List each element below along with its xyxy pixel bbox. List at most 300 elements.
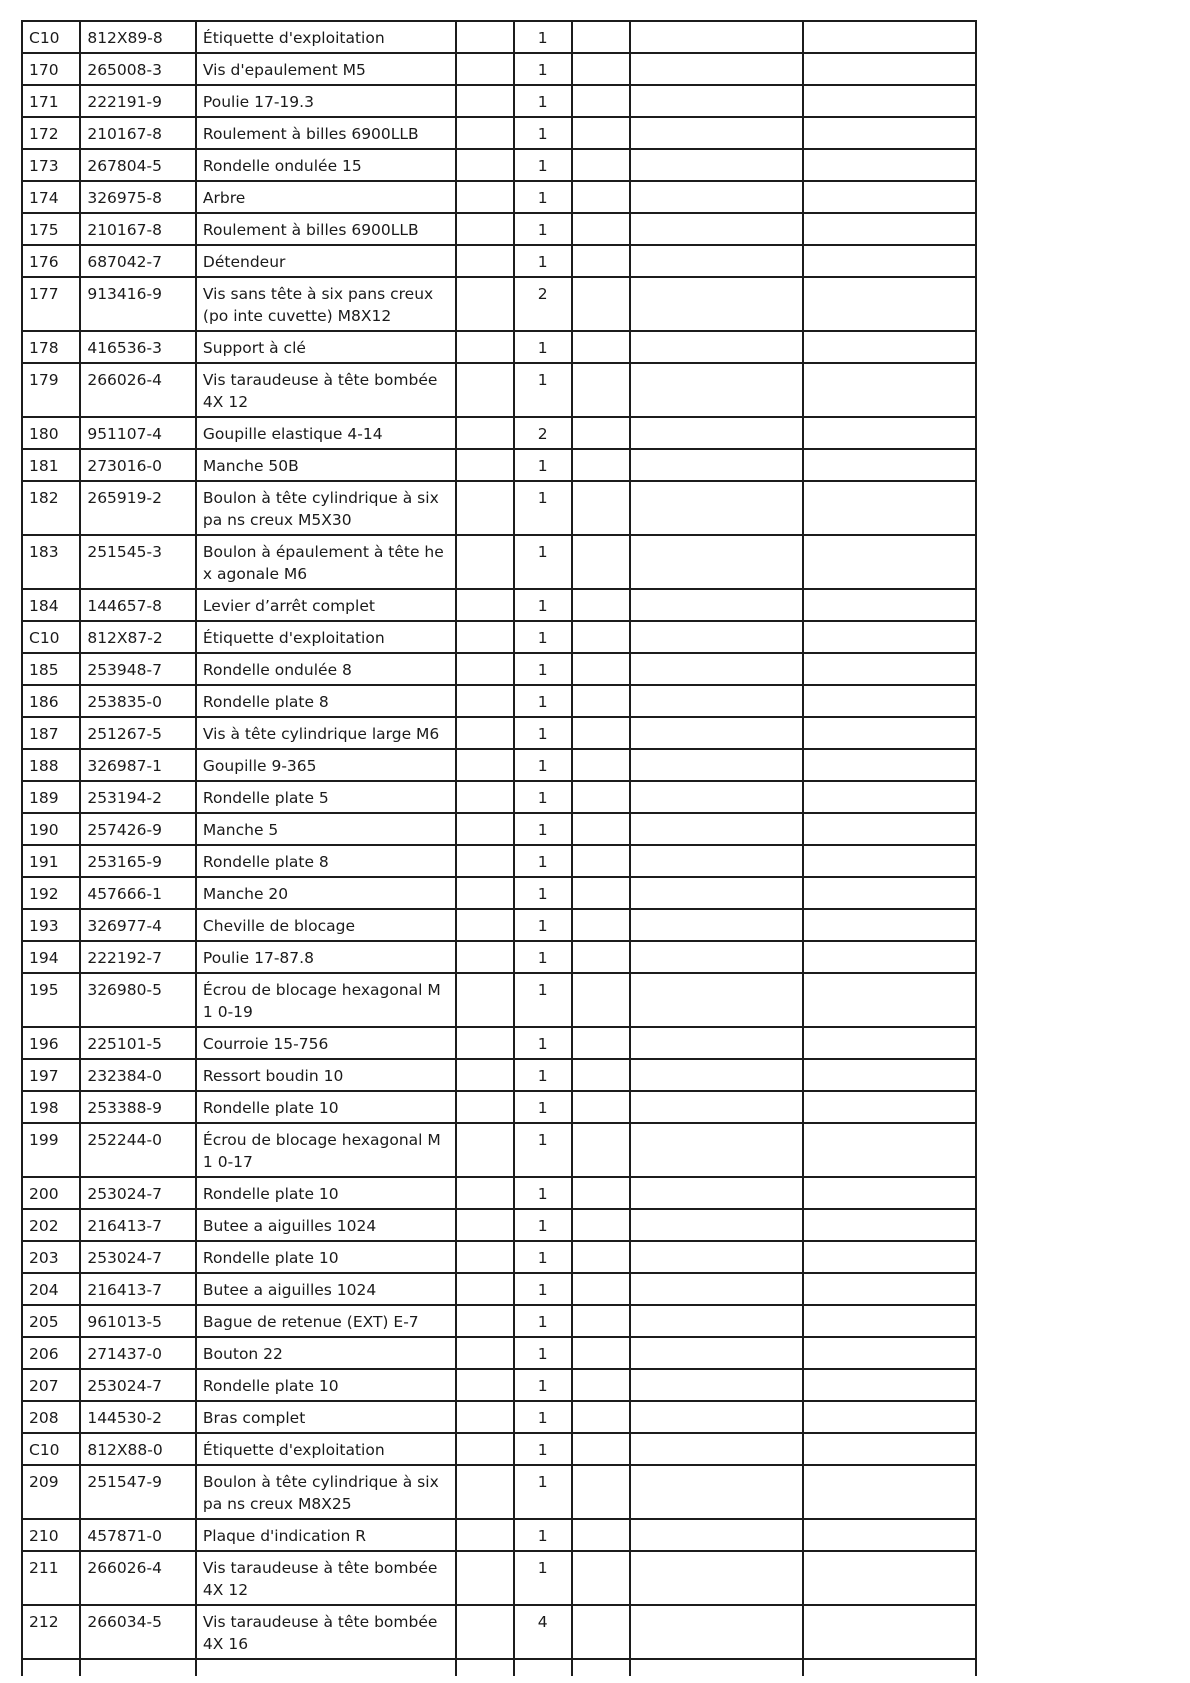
empty-cell [572, 621, 630, 653]
description-text: Étiquette d'exploitation [202, 29, 385, 47]
empty-cell [572, 1123, 630, 1177]
quantity-text: 1 [537, 1249, 548, 1267]
ref-no-text: 212 [29, 1613, 59, 1631]
quantity-text: 1 [537, 853, 548, 871]
part-no-text: 257426-9 [87, 821, 162, 839]
empty-cell [630, 1209, 803, 1241]
description-cell [196, 877, 456, 909]
empty-cell [803, 749, 976, 781]
empty-cell [803, 717, 976, 749]
description-text: Poulie 17-87.8 [202, 949, 314, 967]
part-no-text: 812X88-0 [87, 1441, 163, 1459]
part-no-text: 326975-8 [87, 189, 162, 207]
quantity-cell [514, 1059, 572, 1091]
empty-cell [572, 781, 630, 813]
description-text: Détendeur [202, 253, 286, 271]
part-no-text: 253165-9 [87, 853, 162, 871]
table-row [22, 213, 976, 245]
quantity-cell [514, 589, 572, 621]
quantity-text: 1 [537, 661, 548, 679]
empty-cell [803, 363, 976, 417]
table-row [22, 845, 976, 877]
empty-cell [630, 909, 803, 941]
part-no-text: 210167-8 [87, 125, 162, 143]
ref-no-cell [22, 213, 80, 245]
ref-no-cell [22, 85, 80, 117]
ref-no-cell [22, 781, 80, 813]
description-text: Vis taraudeuse à tête bombée 4X 16 [202, 1613, 438, 1653]
quantity-text: 1 [537, 489, 548, 507]
quantity-cell [514, 181, 572, 213]
part-no-cell [80, 1369, 196, 1401]
quantity-text: 1 [537, 543, 548, 561]
ref-no-text: 210 [29, 1527, 59, 1545]
part-no-cell [80, 481, 196, 535]
empty-cell [456, 845, 513, 877]
ref-no-text: 203 [29, 1249, 59, 1267]
quantity-text: 1 [537, 917, 548, 935]
empty-cell [803, 1401, 976, 1433]
part-no-text: 253835-0 [87, 693, 162, 711]
quantity-cell [514, 535, 572, 589]
empty-cell [456, 653, 513, 685]
table-row [22, 1027, 976, 1059]
quantity-text: 4 [537, 1613, 548, 1631]
empty-cell [456, 1027, 513, 1059]
part-no-cell [80, 535, 196, 589]
part-no-text: 265008-3 [87, 61, 162, 79]
part-no-cell [80, 1123, 196, 1177]
part-no-cell [80, 85, 196, 117]
ref-no-cell [22, 1177, 80, 1209]
ref-no-text: 199 [29, 1131, 59, 1149]
description-cell [196, 1369, 456, 1401]
part-no-text: 253388-9 [87, 1099, 162, 1117]
empty-cell [803, 973, 976, 1027]
empty-cell [572, 1027, 630, 1059]
part-no-text: 253024-7 [87, 1185, 162, 1203]
table-row [22, 717, 976, 749]
description-text: Ressort boudin 10 [202, 1067, 344, 1085]
quantity-cell [514, 213, 572, 245]
ref-no-text: 207 [29, 1377, 59, 1395]
empty-cell [630, 1369, 803, 1401]
description-cell [196, 589, 456, 621]
empty-cell [456, 245, 513, 277]
empty-cell [456, 149, 513, 181]
ref-no-cell [22, 21, 80, 53]
ref-no-text: 173 [29, 157, 59, 175]
description-cell [196, 749, 456, 781]
part-no-text: 265919-2 [87, 489, 162, 507]
ref-no-cell [22, 717, 80, 749]
empty-cell [630, 1465, 803, 1519]
ref-no-cell [22, 1091, 80, 1123]
ref-no-cell [22, 1433, 80, 1465]
empty-cell [456, 1273, 513, 1305]
empty-cell [630, 717, 803, 749]
description-text: Rondelle plate 10 [202, 1185, 339, 1203]
ref-no-text: 200 [29, 1185, 59, 1203]
ref-no-text: C10 [29, 29, 60, 47]
description-cell [196, 1209, 456, 1241]
description-text: Goupille elastique 4-14 [202, 425, 383, 443]
quantity-cell [514, 1433, 572, 1465]
quantity-cell [514, 1273, 572, 1305]
table-row [22, 363, 976, 417]
table-row [22, 149, 976, 181]
quantity-text: 1 [537, 29, 548, 47]
table-row [22, 589, 976, 621]
empty-cell [630, 417, 803, 449]
empty-cell [22, 1659, 80, 1676]
part-no-cell [80, 685, 196, 717]
quantity-cell [514, 277, 572, 331]
part-no-text: 252244-0 [87, 1131, 162, 1149]
empty-cell [803, 331, 976, 363]
description-cell [196, 277, 456, 331]
description-text: Boulon à tête cylindrique à six pa ns creux M8X25 [202, 1473, 439, 1513]
empty-cell [630, 449, 803, 481]
empty-cell [572, 1177, 630, 1209]
description-cell [196, 1605, 456, 1659]
description-text: Support à clé [202, 339, 306, 357]
ref-no-text: 195 [29, 981, 59, 999]
ref-no-cell [22, 449, 80, 481]
quantity-text: 1 [537, 1473, 548, 1491]
quantity-cell [514, 1605, 572, 1659]
part-no-text: 326980-5 [87, 981, 162, 999]
description-cell [196, 331, 456, 363]
table-row [22, 653, 976, 685]
empty-cell [803, 1465, 976, 1519]
description-cell [196, 363, 456, 417]
description-text: Boulon à tête cylindrique à six pa ns creux M5X30 [202, 489, 439, 529]
table-row [22, 1241, 976, 1273]
ref-no-text: 205 [29, 1313, 59, 1331]
empty-cell [456, 717, 513, 749]
part-no-cell [80, 181, 196, 213]
empty-cell [630, 1059, 803, 1091]
empty-cell [456, 181, 513, 213]
empty-cell [630, 245, 803, 277]
empty-cell [456, 621, 513, 653]
empty-cell [572, 149, 630, 181]
ref-no-cell [22, 845, 80, 877]
part-no-text: 210167-8 [87, 221, 162, 239]
empty-cell [630, 1241, 803, 1273]
ref-no-text: 204 [29, 1281, 59, 1299]
empty-cell [456, 481, 513, 535]
empty-cell [630, 653, 803, 685]
description-cell [196, 149, 456, 181]
quantity-text: 1 [537, 1313, 548, 1331]
description-text: Bras complet [202, 1409, 306, 1427]
empty-cell [572, 845, 630, 877]
empty-cell [803, 1605, 976, 1659]
empty-cell [803, 417, 976, 449]
empty-cell [803, 589, 976, 621]
empty-cell [630, 1123, 803, 1177]
description-text: Vis d'epaulement M5 [202, 61, 366, 79]
empty-cell [803, 85, 976, 117]
part-no-cell [80, 749, 196, 781]
quantity-cell [514, 1123, 572, 1177]
description-text: Roulement à billes 6900LLB [202, 221, 419, 239]
table-row [22, 1519, 976, 1551]
empty-cell [803, 1551, 976, 1605]
part-no-cell [80, 1209, 196, 1241]
empty-cell [630, 877, 803, 909]
empty-cell [803, 685, 976, 717]
quantity-text: 1 [537, 1035, 548, 1053]
empty-cell [572, 1465, 630, 1519]
part-no-text: 961013-5 [87, 1313, 162, 1331]
quantity-text: 1 [537, 1099, 548, 1117]
ref-no-text: 192 [29, 885, 59, 903]
empty-cell [630, 1401, 803, 1433]
part-no-text: 144530-2 [87, 1409, 162, 1427]
description-text: Étiquette d'exploitation [202, 1441, 385, 1459]
empty-cell [456, 21, 513, 53]
table-row [22, 1369, 976, 1401]
part-no-text: 267804-5 [87, 157, 162, 175]
part-no-cell [80, 417, 196, 449]
empty-cell [803, 1241, 976, 1273]
empty-cell [630, 1433, 803, 1465]
description-text: Manche 20 [202, 885, 289, 903]
empty-cell [572, 277, 630, 331]
quantity-text: 1 [537, 371, 548, 389]
quantity-cell [514, 1209, 572, 1241]
quantity-text: 1 [537, 1217, 548, 1235]
empty-cell [196, 1659, 456, 1676]
empty-cell [456, 1551, 513, 1605]
empty-cell [80, 1659, 196, 1676]
ref-no-text: 209 [29, 1473, 59, 1491]
empty-cell [803, 781, 976, 813]
quantity-text: 1 [537, 457, 548, 475]
empty-cell [630, 1177, 803, 1209]
table-row [22, 909, 976, 941]
description-cell [196, 535, 456, 589]
part-no-cell [80, 277, 196, 331]
empty-cell [456, 1241, 513, 1273]
quantity-cell [514, 973, 572, 1027]
ref-no-cell [22, 1551, 80, 1605]
quantity-cell [514, 85, 572, 117]
quantity-cell [514, 1551, 572, 1605]
table-row [22, 749, 976, 781]
part-no-text: 251545-3 [87, 543, 162, 561]
quantity-text: 1 [537, 949, 548, 967]
quantity-cell [514, 749, 572, 781]
description-cell [196, 1027, 456, 1059]
quantity-text: 2 [537, 425, 548, 443]
description-cell [196, 181, 456, 213]
empty-cell [572, 1605, 630, 1659]
table-row [22, 277, 976, 331]
empty-cell [456, 53, 513, 85]
empty-cell [803, 21, 976, 53]
ref-no-cell [22, 749, 80, 781]
part-no-text: 326977-4 [87, 917, 162, 935]
ref-no-text: 175 [29, 221, 59, 239]
table-row [22, 1305, 976, 1337]
empty-cell [456, 213, 513, 245]
description-text: Rondelle plate 10 [202, 1099, 339, 1117]
empty-cell [572, 21, 630, 53]
quantity-cell [514, 1177, 572, 1209]
parts-table [21, 20, 977, 1676]
empty-cell [572, 1369, 630, 1401]
table-row [22, 1273, 976, 1305]
empty-cell [803, 1091, 976, 1123]
table-row [22, 1123, 976, 1177]
part-no-cell [80, 21, 196, 53]
description-cell [196, 941, 456, 973]
quantity-cell [514, 781, 572, 813]
description-cell [196, 1465, 456, 1519]
quantity-cell [514, 1027, 572, 1059]
part-no-cell [80, 1519, 196, 1551]
empty-cell [456, 1605, 513, 1659]
description-cell [196, 973, 456, 1027]
ref-no-cell [22, 1465, 80, 1519]
empty-cell [456, 1209, 513, 1241]
part-no-cell [80, 1059, 196, 1091]
quantity-cell [514, 1519, 572, 1551]
part-no-text: 251267-5 [87, 725, 162, 743]
description-cell [196, 1551, 456, 1605]
ref-no-cell [22, 1519, 80, 1551]
quantity-text: 1 [537, 629, 548, 647]
empty-cell [803, 1305, 976, 1337]
ref-no-text: 179 [29, 371, 59, 389]
ref-no-text: 183 [29, 543, 59, 561]
empty-cell [456, 1091, 513, 1123]
empty-cell [803, 621, 976, 653]
empty-cell [456, 417, 513, 449]
empty-cell [572, 1659, 630, 1676]
description-cell [196, 909, 456, 941]
part-no-text: 687042-7 [87, 253, 162, 271]
quantity-cell [514, 1305, 572, 1337]
ref-no-text: 174 [29, 189, 59, 207]
table-row [22, 1209, 976, 1241]
part-no-text: 812X87-2 [87, 629, 163, 647]
ref-no-cell [22, 1273, 80, 1305]
ref-no-text: 191 [29, 853, 59, 871]
ref-no-text: 172 [29, 125, 59, 143]
part-no-cell [80, 813, 196, 845]
part-no-text: 266026-4 [87, 371, 162, 389]
empty-cell [630, 481, 803, 535]
empty-cell [630, 53, 803, 85]
empty-cell [572, 589, 630, 621]
empty-cell [572, 653, 630, 685]
empty-cell [456, 277, 513, 331]
description-text: Rondelle plate 8 [202, 693, 329, 711]
part-no-cell [80, 331, 196, 363]
empty-cell [456, 535, 513, 589]
empty-cell [456, 117, 513, 149]
quantity-cell [514, 21, 572, 53]
description-cell [196, 781, 456, 813]
table-row [22, 1059, 976, 1091]
empty-cell [630, 1519, 803, 1551]
part-no-text: 273016-0 [87, 457, 162, 475]
empty-cell [630, 813, 803, 845]
parts-list-page [21, 20, 977, 1676]
empty-cell [572, 1059, 630, 1091]
ref-no-cell [22, 245, 80, 277]
part-no-text: 253948-7 [87, 661, 162, 679]
quantity-cell [514, 1465, 572, 1519]
part-no-cell [80, 117, 196, 149]
quantity-cell [514, 363, 572, 417]
quantity-cell [514, 417, 572, 449]
empty-cell [630, 181, 803, 213]
empty-cell [803, 1177, 976, 1209]
empty-cell [803, 1433, 976, 1465]
part-no-cell [80, 1091, 196, 1123]
empty-cell [456, 813, 513, 845]
ref-no-cell [22, 973, 80, 1027]
ref-no-cell [22, 621, 80, 653]
quantity-text: 1 [537, 189, 548, 207]
ref-no-text: 196 [29, 1035, 59, 1053]
quantity-cell [514, 1091, 572, 1123]
part-no-text: 232384-0 [87, 1067, 162, 1085]
table-row [22, 685, 976, 717]
quantity-text: 1 [537, 693, 548, 711]
empty-cell [803, 1027, 976, 1059]
description-text: Manche 5 [202, 821, 279, 839]
quantity-cell [514, 1241, 572, 1273]
empty-cell [630, 749, 803, 781]
part-no-text: 253024-7 [87, 1249, 162, 1267]
empty-cell [630, 117, 803, 149]
description-cell [196, 417, 456, 449]
part-no-cell [80, 1273, 196, 1305]
description-text: Plaque d'indication R [202, 1527, 366, 1545]
part-no-cell [80, 1337, 196, 1369]
ref-no-text: 189 [29, 789, 59, 807]
part-no-text: 913416-9 [87, 285, 162, 303]
description-text: Vis à tête cylindrique large M6 [202, 725, 440, 743]
empty-cell [572, 1551, 630, 1605]
description-cell [196, 53, 456, 85]
ref-no-text: C10 [29, 629, 60, 647]
table-row [22, 181, 976, 213]
ref-no-text: 186 [29, 693, 59, 711]
ref-no-cell [22, 1027, 80, 1059]
table-row [22, 331, 976, 363]
description-text: Levier d’arrêt complet [202, 597, 375, 615]
empty-cell [572, 1273, 630, 1305]
empty-cell [456, 1519, 513, 1551]
ref-no-cell [22, 53, 80, 85]
part-no-cell [80, 363, 196, 417]
description-text: Bague de retenue (EXT) E-7 [202, 1313, 419, 1331]
empty-cell [630, 589, 803, 621]
part-no-text: 216413-7 [87, 1281, 162, 1299]
description-text: Étiquette d'exploitation [202, 629, 385, 647]
quantity-cell [514, 245, 572, 277]
empty-cell [456, 941, 513, 973]
description-text: Manche 50B [202, 457, 299, 475]
